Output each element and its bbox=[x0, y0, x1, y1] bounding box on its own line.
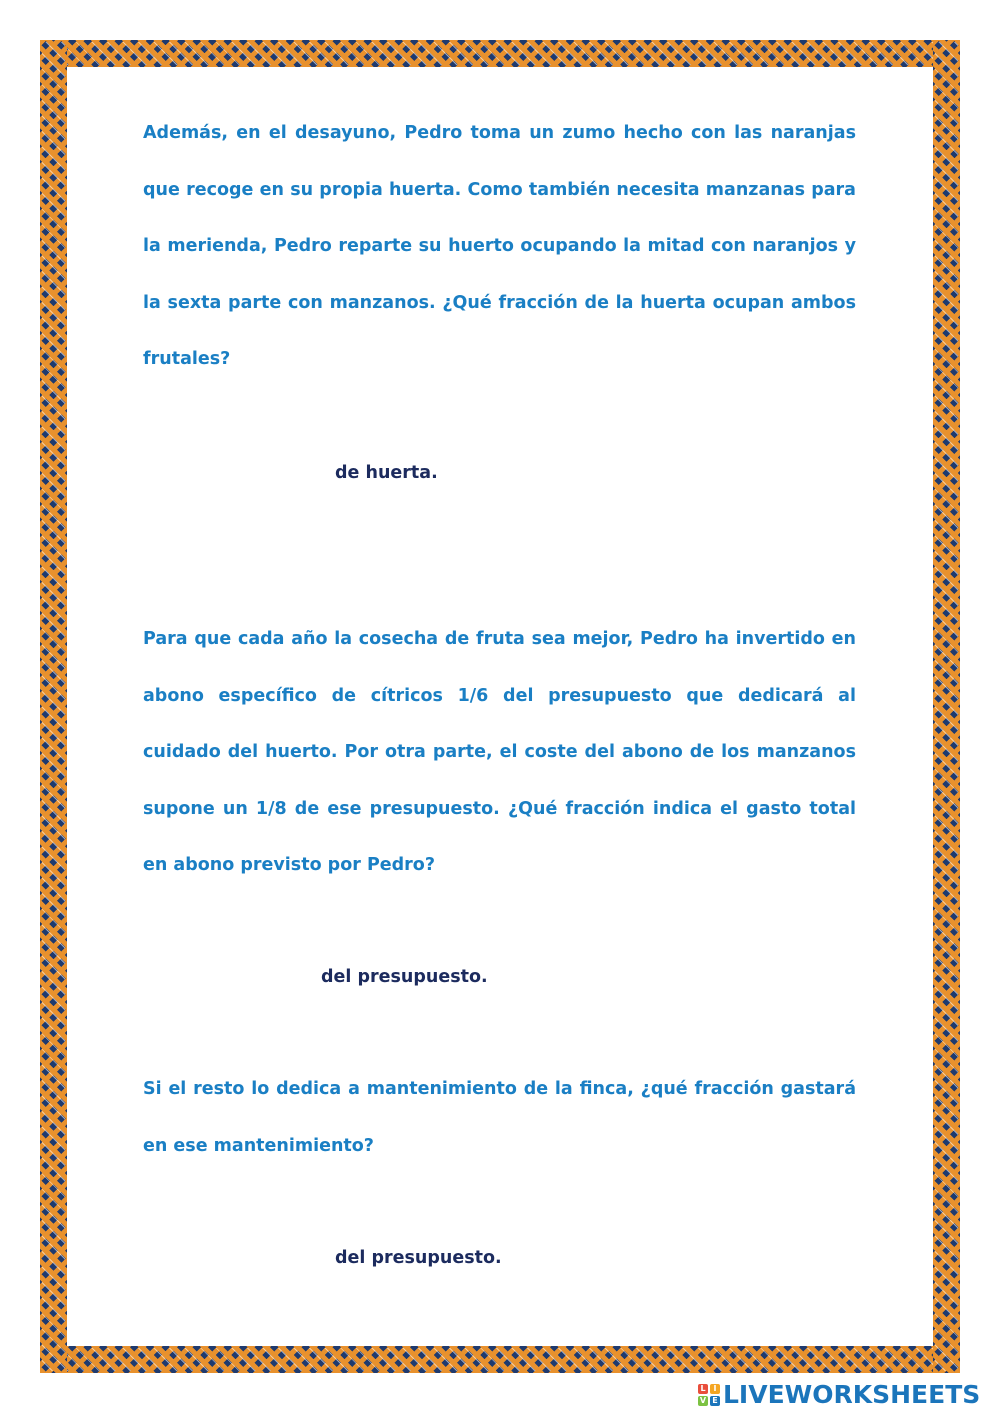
decorative-border-bottom bbox=[40, 1346, 960, 1373]
logo-tiles-icon bbox=[698, 1384, 720, 1406]
decorative-border-right bbox=[933, 40, 960, 1373]
logo-tile: V bbox=[699, 1396, 707, 1405]
logo-tile: E bbox=[710, 1396, 720, 1406]
logo-tile: I bbox=[710, 1384, 720, 1394]
answer-suffix-2: del presupuesto. bbox=[321, 967, 488, 987]
decorative-border-left bbox=[40, 40, 67, 1373]
decorative-border-top bbox=[40, 40, 960, 67]
logo-text: LIVEWORKSHEETS bbox=[723, 1380, 981, 1409]
liveworksheets-logo[interactable] bbox=[698, 1379, 980, 1411]
answer-suffix-1: de huerta. bbox=[335, 463, 438, 483]
question-paragraph-1: Además, en el desayuno, Pedro toma un zumo hecho con las naranjas que recoge en su propia huerta. Como también necesita manzanas para la merienda, Pedro reparte su huerto ocupando la mitad con naranjos y la sexta parte con manzanos. ¿Qué fracción de la huerta ocupan ambos frutales? bbox=[143, 123, 856, 369]
question-paragraph-2: Para que cada año la cosecha de fruta sea mejor, Pedro ha invertido en abono específico de cítricos 1/6 del presupuesto que dedicará al cuidado del huerto. Por otra parte, el coste del abono de los manzanos supone un 1/8 de ese presupuesto. ¿Qué fracción indica el gasto total en abono previsto por Pedro? bbox=[143, 629, 856, 875]
question-paragraph-3: Si el resto lo dedica a mantenimiento de la finca, ¿qué fracción gastará en ese mantenimiento? bbox=[143, 1079, 856, 1156]
answer-suffix-3: del presupuesto. bbox=[335, 1248, 502, 1268]
logo-tile: L bbox=[698, 1384, 708, 1394]
